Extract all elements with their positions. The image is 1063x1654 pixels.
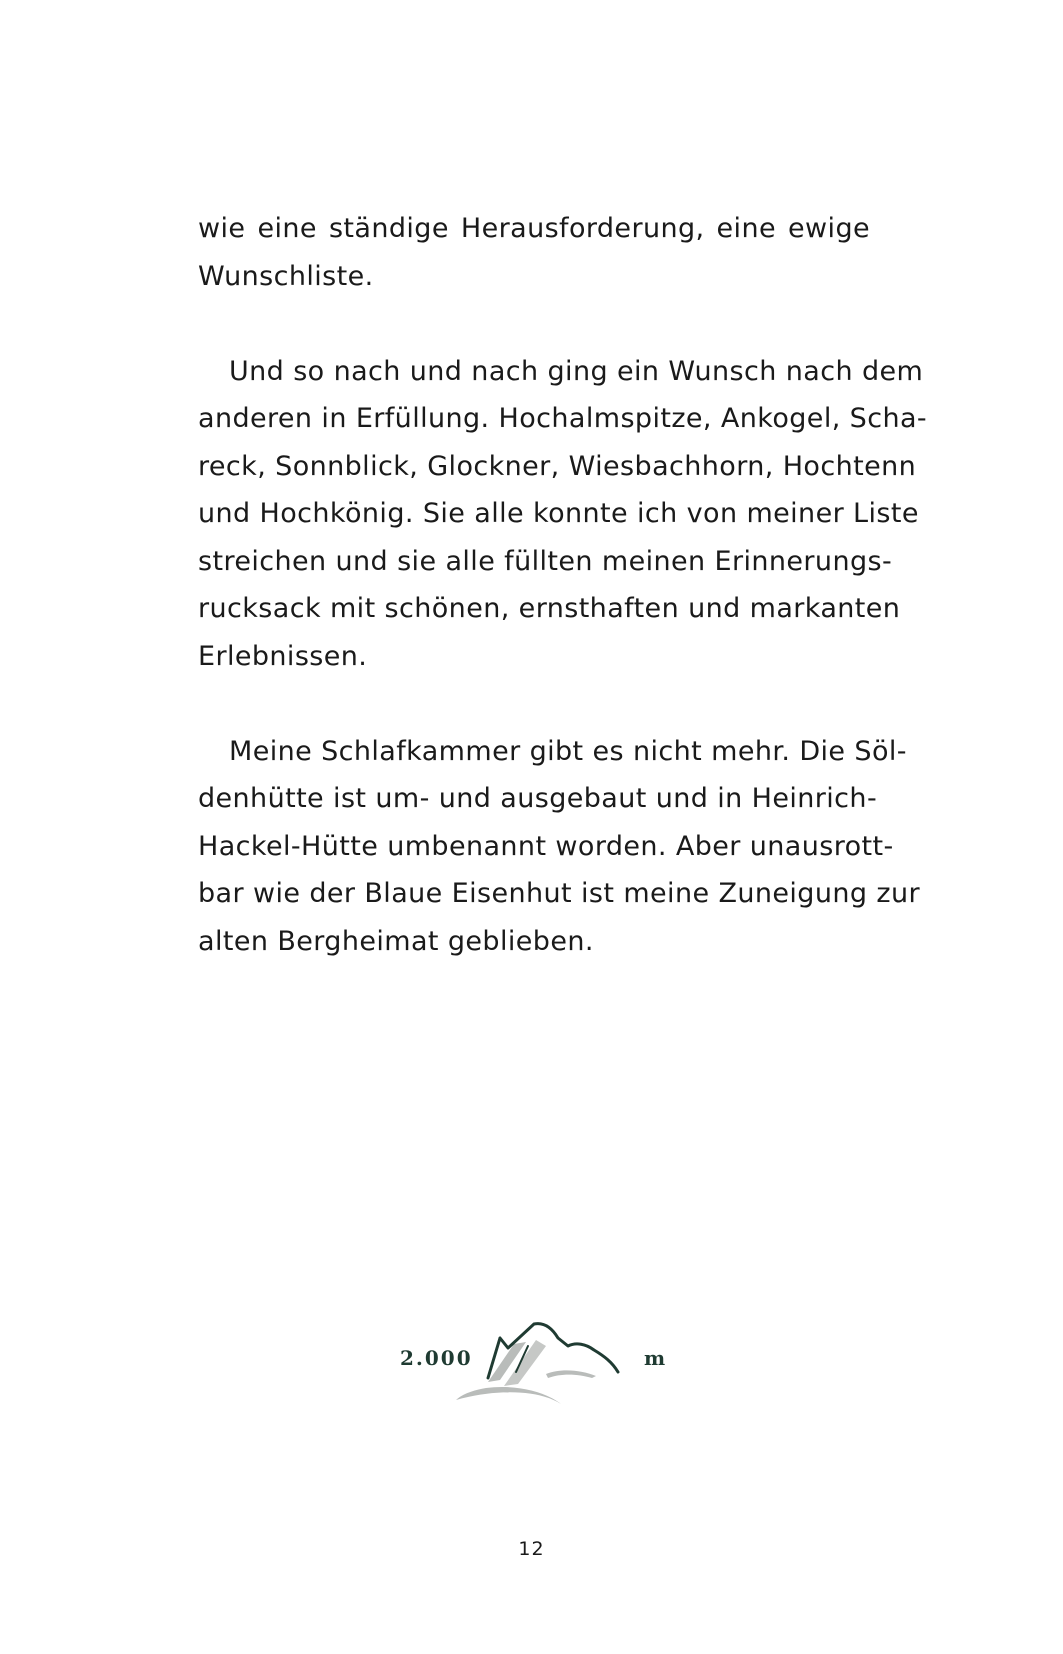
altitude-value: 2.000 xyxy=(400,1346,473,1370)
text-line: und Hochkönig. Sie alle konnte ich von meiner Liste xyxy=(198,498,919,529)
text-line: Wunschliste. xyxy=(198,260,374,292)
paragraph-gap xyxy=(198,680,870,728)
text-line: Meine Schlafkammer gibt es nicht mehr. Die Söl- xyxy=(229,735,907,767)
paragraph-2 xyxy=(198,348,928,681)
paragraph-1 xyxy=(198,205,870,300)
text-line: Erlebnissen. xyxy=(198,640,368,672)
text-line: alten Bergheimat geblieben. xyxy=(198,925,594,957)
paragraph-3 xyxy=(198,728,920,966)
text-line: Und so nach und nach ging ein Wunsch nach dem xyxy=(229,355,924,387)
text-line: wie eine ständige Herausforderung, eine ewige xyxy=(198,213,870,244)
text-line: rucksack mit schönen, ernsthaften und markanten xyxy=(198,593,901,624)
page-number: 12 xyxy=(518,1538,545,1560)
text-line: anderen in Erfüllung. Hochalmspitze, Ankogel, Scha- xyxy=(198,403,928,434)
text-line: bar wie der Blaue Eisenhut ist meine Zuneigung zur xyxy=(198,878,920,909)
text-line: streichen und sie alle füllten meinen Erinnerungs- xyxy=(198,545,893,577)
text-line: Hackel-Hütte umbenannt worden. Aber unausrott- xyxy=(198,830,894,862)
altitude-unit: m xyxy=(644,1346,666,1370)
body-text xyxy=(198,205,928,965)
paragraph-gap xyxy=(198,300,870,348)
text-line: denhütte ist um- und ausgebaut und in Heinrich- xyxy=(198,783,878,814)
text-line: reck, Sonnblick, Glockner, Wiesbachhorn, Hochtenn xyxy=(198,450,917,482)
altitude-emblem xyxy=(396,1312,676,1407)
